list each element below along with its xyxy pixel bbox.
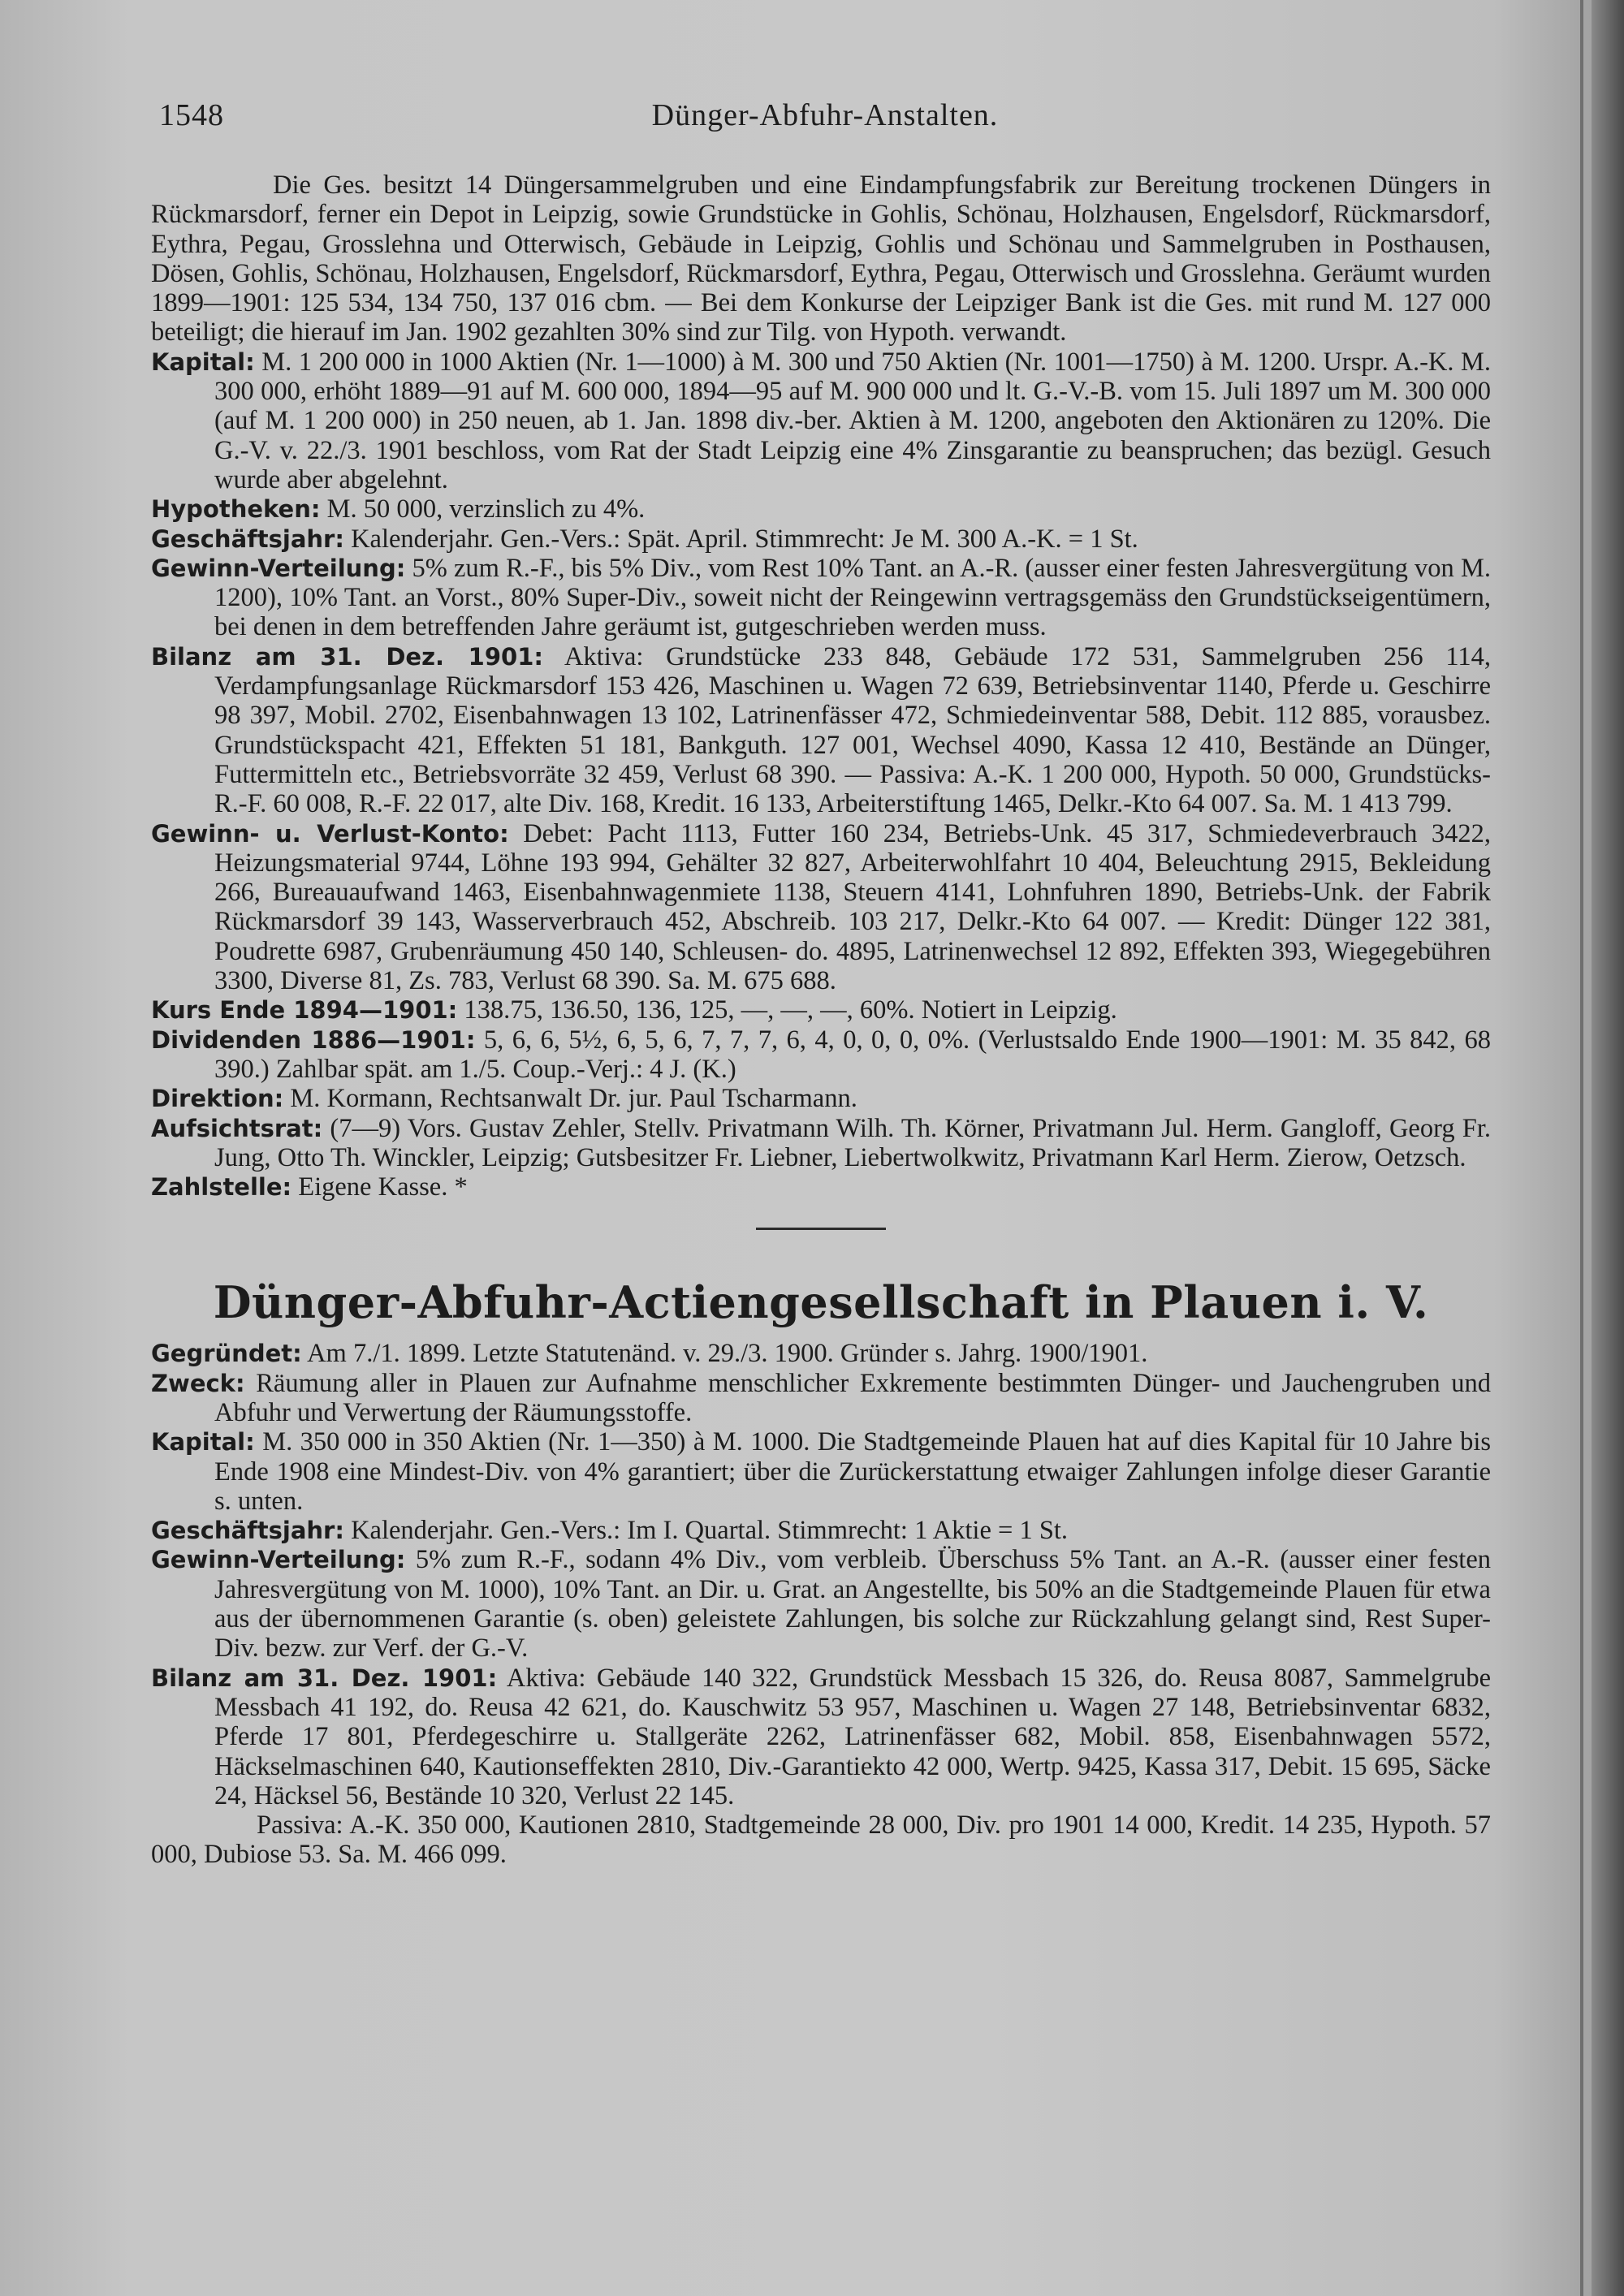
entry-label: Bilanz am 31. Dez. 1901: bbox=[151, 1664, 498, 1692]
entry-text: Am 7./1. 1899. Letzte Statutenänd. v. 29./3. 1900. Gründer s. Jahrg. 1900/1901. bbox=[307, 1339, 1148, 1369]
entry-text: M. 1 200 000 in 1000 Aktien (Nr. 1—1000) à M. 300 und 750 Aktien (Nr. 1001—1750) à M. 1200. Urspr. A.-K. M. 300 000, erhöht 1889—91 auf M. 600 000, 1894—95 auf M. 900 000 und lt. G.-V.-B. vom 15. Juli 1897 um M. 300 000 (auf M. 1 200 000) in 250 neuen, ab 1. Jan. 1898 div.-ber. Aktien à M. 1200, angeboten den Aktionären zu 120%. Die G.-V. v. 22./3. 1901 beschloss, vom Rat der Stadt Leipzig eine 4% Zinsgarantie zu beanspruchen; das bezügl. Gesuch wurde aber abgelehnt. bbox=[214, 347, 1492, 494]
entry-text: Eigene Kasse. * bbox=[298, 1172, 468, 1202]
entry-label: Geschäftsjahr: bbox=[151, 1517, 344, 1545]
entry-text: Debet: Pacht 1113, Futter 160 234, Betriebs-Unk. 45 317, Schmiedeverbrauch 3422, Heizungsmaterial 9744, Löhne 193 994, Gehälter 32 827, Arbeiterwohlfahrt 10 404, Beleuchtung 2915, Bekleidung 266, Bureauaufwand 1463, Eisenbahnwagenmiete 1138, Steuern 4141, Lohnfuhren 1890, Betriebs-Unk. der Fabrik Rückmarsdorf 39 143, Wasserverbrauch 452, Abschreib. 103 217, Delkr.-Kto 64 007. — Kredit: Dünger 122 381, Poudrette 6987, Grubenräumung 450 140, Schleusen- do. 4895, Latrinenwechsel 12 892, Effekten 393, Wiegegebühren 3300, Diverse 81, Zs. 783, Verlust 68 390. Sa. M. 675 688. bbox=[214, 818, 1492, 996]
entry-geschaeftsjahr bbox=[151, 524, 1491, 554]
entry-text: M. 50 000, verzinslich zu 4%. bbox=[326, 494, 646, 524]
entry-kapital bbox=[151, 347, 1491, 494]
entry-dividenden bbox=[151, 1025, 1491, 1085]
entry-bilanz bbox=[151, 642, 1491, 819]
entry-label: Kapital: bbox=[151, 1428, 255, 1457]
entry-label: Gewinn- u. Verlust-Konto: bbox=[151, 819, 509, 848]
entry-text: Kalenderjahr. Gen.-Vers.: Im I. Quartal. Stimmrecht: 1 Aktie = 1 St. bbox=[351, 1516, 1069, 1546]
entry-text: (7—9) Vors. Gustav Zehler, Stellv. Privatmann Wilh. Th. Körner, Privatmann Jul. Herm. Gangloff, Georg Fr. Jung, Otto Th. Winckler, Leipzig; Gutsbesitzer Fr. Liebner, Liebertwolkwitz, Privatmann Karl Herm. Zierow, Oetzsch. bbox=[214, 1113, 1491, 1172]
entry-text: M. 350 000 in 350 Aktien (Nr. 1—350) à M. 1000. Die Stadtgemeinde Plauen hat auf dies Kapital für 10 Jahre bis Ende 1908 eine Mindest-Div. von 4% garantiert; über die Zurückerstattung etwaiger Zahlungen infolge dieser Garantie s. unten. bbox=[214, 1427, 1492, 1516]
entry-text: Aktiva: Grundstücke 233 848, Gebäude 172 531, Sammelgruben 256 114, Verdampfungsanlage Rückmarsdorf 153 426, Maschinen u. Wagen 72 639, Betriebsinventar 1140, Pferde u. Geschirre 98 397, Mobil. 2702, Eisenbahnwagen 13 102, Latrinenfässer 472, Schmiedeinventar 588, Debit. 112 885, vorausbez. Grundstückspacht 421, Effekten 51 181, Bankguth. 127 001, Wechsel 4090, Kassa 12 410, Bestände an Dünger, Futtermitteln etc., Betriebsvorräte 32 459, Verlust 68 390. — Passiva: A.-K. 1 200 000, Hypoth. 50 000, Grundstücks-R.-F. 60 008, R.-F. 22 017, alte Div. 168, Kredit. 16 133, Arbeiterstiftung 1465, Delkr.-Kto 64 007. Sa. M. 1 413 799. bbox=[214, 641, 1491, 819]
entry-geschaeftsjahr-plauen bbox=[151, 1516, 1491, 1545]
entry-aufsichtsrat bbox=[151, 1114, 1491, 1173]
entry-label: Zweck: bbox=[151, 1369, 245, 1397]
page-header bbox=[159, 97, 1491, 146]
page-content bbox=[151, 170, 1491, 1870]
entry-text: 5% zum R.-F., sodann 4% Div., vom verbleib. Überschuss 5% Tant. an A.-R. (ausser einer festen Jahresvergütung von M. 1000), 10% Tant. an Dir. u. Grat. an Angestellte, bis 50% an die Stadtgemeinde Plauen für etwa aus der übernommenen Garantie (s. oben) geleistete Zahlungen, bis solche zur Rückzahlung gelangt sind, Rest Super-Div. bezw. zur Verf. der G.-V. bbox=[214, 1545, 1491, 1664]
entry-gewinn-verlust-konto bbox=[151, 819, 1491, 996]
entry-text: 5% zum R.-F., bis 5% Div., vom Rest 10% Tant. an A.-R. (ausser einer festen Jahresvergütung von M. 1200), 10% Tant. an Vorst., 80% Super-Div., soweit nicht der Reingewinn vertragsgemäss den Grundstückseigentümern, bei denen in dem betreffenden Jahre geräumt ist, gutgeschrieben werden muss. bbox=[214, 553, 1491, 642]
entry-hypotheken bbox=[151, 494, 1491, 524]
entry-label: Bilanz am 31. Dez. 1901: bbox=[151, 642, 543, 671]
entry-text: Räumung aller in Plauen zur Aufnahme menschlicher Exkremente bestimmten Dünger- und Jauchengruben und Abfuhr und Verwertung der Räumungsstoffe. bbox=[214, 1368, 1491, 1427]
entry-text: Aktiva: Gebäude 140 322, Grundstück Messbach 15 326, do. Reusa 8087, Sammelgrube Messbach 41 192, do. Reusa 42 621, do. Kauschwitz 53 957, Maschinen u. Wagen 27 148, Betriebsinventar 6832, Pferde 17 801, Pferdegeschirre u. Stallgeräte 2262, Latrinenfässer 682, Mobil. 858, Eisenbahnwagen 5572, Häckselmaschinen 640, Kautionseffekten 2810, Div.-Garantiekto 42 000, Wertp. 9425, Kassa 317, Debit. 15 695, Säcke 24, Häcksel 56, Bestände 10 320, Verlust 22 145. bbox=[214, 1663, 1491, 1810]
entry-label: Gegründet: bbox=[151, 1340, 302, 1368]
entry-label: Gewinn-Verteilung: bbox=[151, 554, 406, 582]
page-number: 1548 bbox=[159, 98, 224, 132]
entry-label: Geschäftsjahr: bbox=[151, 524, 344, 553]
entry-label: Kurs Ende 1894—1901: bbox=[151, 996, 458, 1025]
entry-kapital-plauen bbox=[151, 1427, 1491, 1516]
entry-zahlstelle bbox=[151, 1172, 1491, 1202]
entry-gewinn-verteilung bbox=[151, 554, 1491, 642]
passiva-plauen: Passiva: A.-K. 350 000, Kautionen 2810, Stadtgemeinde 28 000, Div. pro 1901 14 000, Kredit. 14 235, Hypoth. 57 000, Dubiose 53. Sa. M. 466 099. bbox=[151, 1810, 1491, 1870]
entry-gegruendet bbox=[151, 1339, 1491, 1368]
entry-label: Gewinn-Verteilung: bbox=[151, 1546, 406, 1574]
binding-gutter bbox=[1592, 0, 1624, 2296]
entry-zweck bbox=[151, 1369, 1491, 1428]
company-title: Dünger-Abfuhr-Actiengesellschaft in Plauen i. V. bbox=[213, 1276, 1429, 1329]
entry-label: Kapital: bbox=[151, 347, 255, 376]
entry-gewinn-verteilung-plauen bbox=[151, 1545, 1491, 1663]
entry-label: Direktion: bbox=[151, 1085, 284, 1113]
entry-text: 5, 6, 6, 5½, 6, 5, 6, 7, 7, 7, 6, 4, 0, 0, 0, 0%. (Verlustsaldo Ende 1900—1901: M. 35 842, 68 390.) Zahlbar spät. am 1./5. Coup.-Verj.: 4 J. (K.) bbox=[214, 1025, 1491, 1084]
entry-label: Dividenden 1886—1901: bbox=[151, 1025, 476, 1054]
entry-bilanz-plauen bbox=[151, 1664, 1491, 1810]
entry-direktion bbox=[151, 1084, 1491, 1113]
entry-label: Zahlstelle: bbox=[151, 1173, 292, 1202]
entry-text: Kalenderjahr. Gen.-Vers.: Spät. April. Stimmrecht: Je M. 300 A.-K. = 1 St. bbox=[351, 524, 1138, 554]
entry-label: Hypotheken: bbox=[151, 495, 321, 524]
entry-label: Aufsichtsrat: bbox=[151, 1114, 323, 1142]
section-separator bbox=[756, 1228, 886, 1230]
entry-text: 138.75, 136.50, 136, 125, —, —, —, 60%. Notiert in Leipzig. bbox=[464, 995, 1117, 1025]
binding-edge-line bbox=[1580, 0, 1583, 2296]
section1-intro: Die Ges. besitzt 14 Düngersammelgruben und eine Eindampfungsfabrik zur Bereitung trockenen Düngers in Rückmarsdorf, ferner ein Depot in Leipzig, sowie Grundstücke in Gohlis, Schönau, Holzhausen, Engelsdorf, Rückmarsdorf, Eythra, Pegau, Grosslehna und Otterwisch, Gebäude in Leipzig, Gohlis und Schönau und Sammelgruben in Posthausen, Dösen, Gohlis, Schönau, Holzhausen, Engelsdorf, Rückmarsdorf, Eythra, Pegau, Otterwisch und Grosslehna. Geräumt wurden 1899—1901: 125 534, 134 750, 137 016 cbm. — Bei dem Konkurse der Leipziger Bank ist die Ges. mit rund M. 127 000 beteiligt; die hierauf im Jan. 1902 gezahlten 30% sind zur Tilg. von Hypoth. verwandt. bbox=[151, 170, 1491, 347]
entry-text: M. Kormann, Rechtsanwalt Dr. jur. Paul Tscharmann. bbox=[290, 1084, 857, 1114]
running-head: Dünger-Abfuhr-Anstalten. bbox=[651, 98, 999, 132]
entry-kurs bbox=[151, 995, 1491, 1025]
